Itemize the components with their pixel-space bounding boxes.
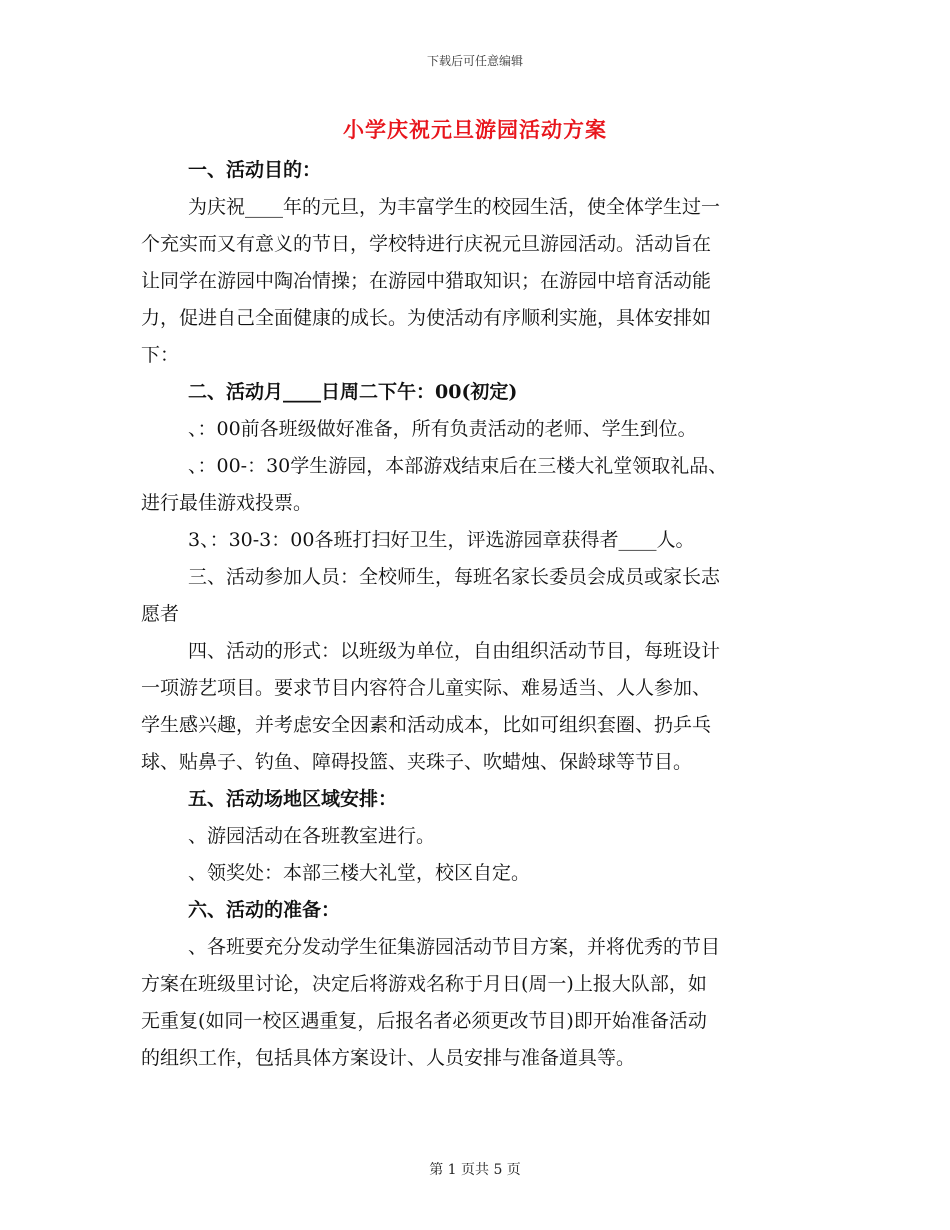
- paragraph-line: 的组织工作，包括具体方案设计、人员安排与准备道具等。: [141, 1047, 636, 1069]
- paragraph-line: 个充实而又有意义的节日，学校特进行庆祝元旦游园活动。活动旨在: [141, 233, 712, 255]
- page-number: 第 1 页共 5 页: [429, 1162, 521, 1178]
- paragraph-line: 让同学在游园中陶冶情操；在游园中猎取知识；在游园中培育活动能: [141, 270, 712, 292]
- paragraph-line: 一项游艺项目。要求节目内容符合儿童实际、难易适当、人人参加、: [141, 677, 712, 699]
- paragraph-line: 力，促进自己全面健康的成长。为使活动有序顺利实施，具体安排如: [141, 307, 712, 329]
- paragraph-line: 学生感兴趣，并考虑安全因素和活动成本，比如可组织套圈、扔乒乓: [141, 714, 712, 736]
- paragraph-line: 、：00-：30学生游园，本部游戏结束后在三楼大礼堂领取礼品、: [188, 455, 728, 477]
- paragraph-line: 、领奖处：本部三楼大礼堂，校区自定。: [188, 862, 531, 884]
- section-heading: 一、活动目的：: [188, 159, 322, 181]
- section-heading: 五、活动场地区域安排：: [188, 788, 398, 810]
- paragraph-line: 三、活动参加人员：全校师生，每班名家长委员会成员或家长志: [188, 566, 721, 588]
- document-body: [141, 152, 803, 1077]
- paragraph-line: 下：: [141, 344, 180, 366]
- paragraph-line: 方案在班级里讨论，决定后将游戏名称于月日(周一)上报大队部，如: [141, 973, 707, 995]
- paragraph-line: 愿者: [141, 603, 180, 625]
- paragraph-line: 、：00前各班级做好准备，所有负责活动的老师、学生到位。: [188, 418, 697, 440]
- paragraph-line: 球、贴鼻子、钓鱼、障碍投篮、夹珠子、吹蜡烛、保龄球等节目。: [141, 751, 693, 773]
- paragraph-line: 进行最佳游戏投票。: [141, 492, 313, 514]
- paragraph-line: 为庆祝____年的元旦，为丰富学生的校园生活，使全体学生过一: [188, 196, 721, 218]
- paragraph-line: 、游园活动在各班教室进行。: [188, 825, 436, 847]
- paragraph-line: 3、：30-3：00各班打扫好卫生，评选游园章获得者____人。: [188, 529, 695, 551]
- section-heading: 六、活动的准备：: [188, 899, 341, 921]
- paragraph-line: 无重复(如同一校区遇重复，后报名者必须更改节目)即开始准备活动: [141, 1010, 707, 1032]
- paragraph-line: 、各班要充分发动学生征集游园活动节目方案，并将优秀的节目: [188, 936, 721, 958]
- document-title: 小学庆祝元旦游园活动方案: [343, 117, 607, 142]
- section-heading: 二、活动月____日周二下午：00(初定): [188, 381, 518, 403]
- page-header-note: 下载后可任意编辑: [426, 54, 523, 68]
- paragraph-line: 四、活动的形式：以班级为单位，自由组织活动节目，每班设计: [188, 640, 721, 662]
